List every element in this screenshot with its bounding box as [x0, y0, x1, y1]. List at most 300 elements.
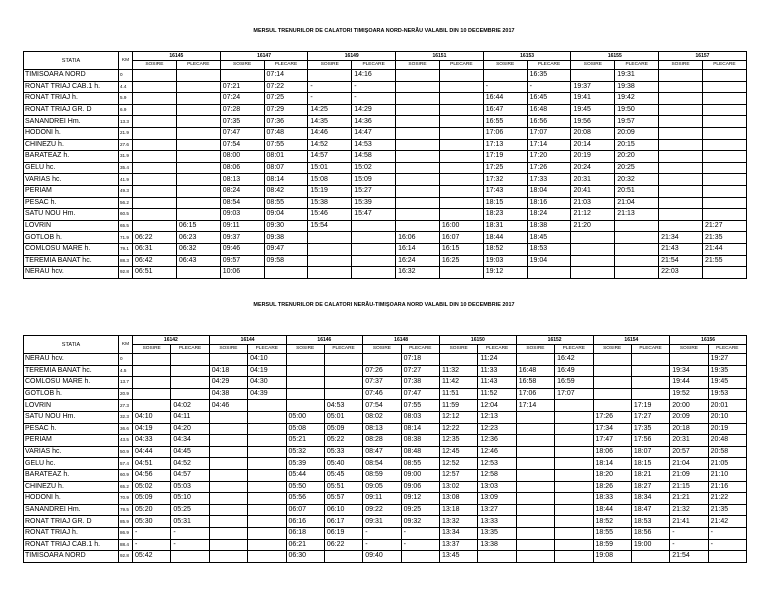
arrival-time: 04:44	[133, 446, 171, 458]
departure-time	[352, 255, 396, 267]
departure-time: 17:14	[527, 139, 571, 151]
km-value: 88.4	[119, 539, 133, 551]
departure-time: 16:48	[527, 104, 571, 116]
km-value: 4.5	[119, 365, 133, 377]
arrival-time: 05:00	[286, 411, 324, 423]
departure-time	[324, 354, 362, 366]
arrival-header: SOSIRE	[209, 345, 247, 354]
departure-time: 17:33	[527, 174, 571, 186]
arrival-time	[659, 139, 703, 151]
arrival-time: 13:08	[440, 493, 478, 505]
arrival-time	[659, 220, 703, 232]
departure-time	[555, 539, 593, 551]
arrival-time: 04:33	[133, 435, 171, 447]
km-value: 13.3	[119, 116, 133, 128]
arrival-time	[516, 435, 554, 447]
arrival-time: 08:02	[363, 411, 401, 423]
departure-time	[248, 527, 286, 539]
station-name: RONAT TRIAJ h.	[24, 527, 119, 539]
train-number: 16150	[440, 336, 517, 345]
departure-time: 12:13	[478, 411, 516, 423]
km-value: 31.9	[119, 151, 133, 163]
arrival-time: 05:21	[286, 435, 324, 447]
arrival-time: 09:31	[363, 516, 401, 528]
departure-time	[439, 93, 483, 105]
km-value: 71.9	[119, 232, 133, 244]
departure-time: -	[401, 527, 439, 539]
table-row	[24, 446, 747, 458]
departure-time	[176, 81, 220, 93]
km-value: 41.9	[119, 174, 133, 186]
station-name: VARIAS hc.	[24, 446, 119, 458]
departure-time: 14:29	[352, 104, 396, 116]
arrival-time	[209, 469, 247, 481]
table-row	[24, 377, 747, 389]
arrival-time: 21:20	[571, 220, 615, 232]
arrival-header: SOSIRE	[440, 345, 478, 354]
departure-time	[555, 400, 593, 412]
departure-time	[527, 267, 571, 279]
departure-time: 21:42	[708, 516, 746, 528]
departure-time	[702, 162, 746, 174]
table-row	[24, 209, 747, 221]
departure-time	[615, 255, 659, 267]
arrival-time	[396, 93, 440, 105]
arrival-time: 07:28	[220, 104, 264, 116]
train-number: 16142	[133, 336, 210, 345]
table-row	[24, 232, 747, 244]
departure-time: 11:33	[478, 365, 516, 377]
arrival-time: 06:16	[286, 516, 324, 528]
departure-time	[324, 377, 362, 389]
arrival-time: 19:52	[670, 388, 708, 400]
arrival-time	[396, 81, 440, 93]
departure-time	[631, 388, 669, 400]
departure-header: PLECARE	[702, 61, 746, 70]
arrival-time: 20:09	[670, 411, 708, 423]
departure-time	[631, 365, 669, 377]
km-value: 27.3	[119, 400, 133, 412]
departure-time: 04:57	[171, 469, 209, 481]
arrival-time: 04:19	[133, 423, 171, 435]
arrival-time: 13:37	[440, 539, 478, 551]
departure-time	[555, 469, 593, 481]
arrival-time: -	[308, 81, 352, 93]
departure-time: 04:02	[171, 400, 209, 412]
departure-time: 21:44	[702, 243, 746, 255]
km-value: 6.9	[119, 104, 133, 116]
departure-time	[352, 243, 396, 255]
station-name: SATU NOU Hm.	[24, 411, 119, 423]
train-number: 16146	[286, 336, 363, 345]
arrival-time: 16:32	[396, 267, 440, 279]
station-name: PERIAM	[24, 185, 119, 197]
arrival-time: 07:54	[363, 400, 401, 412]
arrival-time: -	[363, 527, 401, 539]
arrival-time: 17:14	[516, 400, 554, 412]
departure-time: 13:38	[478, 539, 516, 551]
departure-time: -	[352, 93, 396, 105]
departure-time: 04:30	[248, 377, 286, 389]
arrival-time	[209, 411, 247, 423]
departure-time	[248, 423, 286, 435]
arrival-time: 04:38	[209, 388, 247, 400]
departure-time: 18:27	[631, 481, 669, 493]
km-value: 92.8	[119, 267, 133, 279]
departure-time	[324, 551, 362, 563]
departure-time: 04:10	[248, 354, 286, 366]
departure-time	[702, 104, 746, 116]
arrival-time	[516, 423, 554, 435]
arrival-time	[396, 174, 440, 186]
arrival-time: 06:31	[133, 243, 177, 255]
train-number: 16145	[133, 52, 221, 61]
arrival-time: 08:59	[363, 469, 401, 481]
arrival-time	[133, 127, 177, 139]
departure-time: 09:04	[264, 209, 308, 221]
arrival-time: 11:32	[440, 365, 478, 377]
table-row	[24, 151, 747, 163]
departure-time: 07:47	[401, 388, 439, 400]
arrival-time	[308, 232, 352, 244]
arrival-time: 13:18	[440, 504, 478, 516]
departure-time	[555, 423, 593, 435]
arrival-time	[516, 458, 554, 470]
km-value: 36.6	[119, 423, 133, 435]
arrival-header: SOSIRE	[133, 345, 171, 354]
departure-time	[439, 127, 483, 139]
arrival-time: 15:38	[308, 197, 352, 209]
departure-time: 09:30	[264, 220, 308, 232]
departure-time	[248, 469, 286, 481]
departure-time: 05:01	[324, 411, 362, 423]
arrival-time	[286, 365, 324, 377]
arrival-header: SOSIRE	[396, 61, 440, 70]
arrival-time	[516, 493, 554, 505]
departure-time: 09:32	[401, 516, 439, 528]
arrival-header: SOSIRE	[571, 61, 615, 70]
arrival-time: 21:41	[670, 516, 708, 528]
arrival-time: 11:42	[440, 377, 478, 389]
arrival-time: 04:18	[209, 365, 247, 377]
departure-time: 20:58	[708, 446, 746, 458]
departure-time	[615, 267, 659, 279]
station-name: RONAT TRIAJ h.	[24, 93, 119, 105]
arrival-time	[659, 127, 703, 139]
departure-time: 18:04	[527, 185, 571, 197]
departure-time: 13:03	[478, 481, 516, 493]
departure-time: -	[352, 81, 396, 93]
departure-time	[176, 104, 220, 116]
arrival-time: 21:09	[670, 469, 708, 481]
departure-time	[631, 354, 669, 366]
departure-header: PLECARE	[176, 61, 220, 70]
departure-time	[439, 104, 483, 116]
arrival-time	[133, 151, 177, 163]
departure-time	[176, 267, 220, 279]
departure-header: PLECARE	[171, 345, 209, 354]
departure-time: 08:38	[401, 435, 439, 447]
table-row	[24, 185, 747, 197]
departure-time: 18:24	[527, 209, 571, 221]
departure-time	[176, 162, 220, 174]
departure-time: 11:52	[478, 388, 516, 400]
departure-time: 18:34	[631, 493, 669, 505]
arrival-time: 19:03	[483, 255, 527, 267]
departure-time: 05:45	[324, 469, 362, 481]
km-value: 27.6	[119, 139, 133, 151]
departure-time: 08:14	[264, 174, 308, 186]
arrival-header: SOSIRE	[593, 345, 631, 354]
departure-time	[352, 220, 396, 232]
departure-time: 21:35	[708, 504, 746, 516]
arrival-time: 07:47	[220, 127, 264, 139]
arrival-time: 20:31	[571, 174, 615, 186]
table-row	[24, 139, 747, 151]
departure-time: 16:56	[527, 116, 571, 128]
departure-time	[352, 232, 396, 244]
departure-time: 18:16	[527, 197, 571, 209]
arrival-time: 14:52	[308, 139, 352, 151]
arrival-time: 17:06	[516, 388, 554, 400]
departure-time: 06:43	[176, 255, 220, 267]
table-row	[24, 435, 747, 447]
arrival-time: 17:32	[483, 174, 527, 186]
arrival-time: 19:12	[483, 267, 527, 279]
arrival-time: 22:03	[659, 267, 703, 279]
departure-time: 17:27	[631, 411, 669, 423]
arrival-time	[209, 435, 247, 447]
departure-time: 06:15	[176, 220, 220, 232]
arrival-time	[396, 104, 440, 116]
arrival-time: 13:45	[440, 551, 478, 563]
arrival-time: 17:13	[483, 139, 527, 151]
arrival-time: 17:06	[483, 127, 527, 139]
arrival-time: 18:52	[593, 516, 631, 528]
arrival-time	[133, 185, 177, 197]
arrival-time	[396, 185, 440, 197]
arrival-time	[516, 551, 554, 563]
arrival-time: 09:03	[220, 209, 264, 221]
header-row-trains	[24, 52, 747, 61]
station-name: BARATEAZ h.	[24, 151, 119, 163]
departure-time: 17:20	[527, 151, 571, 163]
arrival-time: 21:43	[659, 243, 703, 255]
table-row	[24, 70, 747, 82]
departure-time	[555, 493, 593, 505]
arrival-time: 19:34	[670, 365, 708, 377]
departure-time: 14:36	[352, 116, 396, 128]
departure-time: 07:55	[401, 400, 439, 412]
table-row	[24, 93, 747, 105]
table-row	[24, 411, 747, 423]
departure-time	[248, 493, 286, 505]
arrival-time	[516, 469, 554, 481]
departure-time	[248, 504, 286, 516]
arrival-time	[209, 493, 247, 505]
arrival-header: SOSIRE	[133, 61, 177, 70]
arrival-time: 13:02	[440, 481, 478, 493]
station-name: VARIAS hc.	[24, 174, 119, 186]
arrival-time	[659, 151, 703, 163]
arrival-time	[659, 116, 703, 128]
departure-time: 08:01	[264, 151, 308, 163]
arrival-time	[571, 255, 615, 267]
arrival-time: -	[308, 93, 352, 105]
departure-header: PLECARE	[527, 61, 571, 70]
arrival-time: 18:31	[483, 220, 527, 232]
departure-time	[555, 504, 593, 516]
arrival-time: 20:18	[670, 423, 708, 435]
arrival-time: 15:54	[308, 220, 352, 232]
departure-header: PLECARE	[615, 61, 659, 70]
table-row	[24, 516, 747, 528]
arrival-time: 04:10	[133, 411, 171, 423]
departure-time	[176, 70, 220, 82]
departure-time: 20:48	[708, 435, 746, 447]
station-name: RONAT TRIAJ GR. D	[24, 516, 119, 528]
arrival-time	[286, 400, 324, 412]
station-name: CHINEZU h.	[24, 481, 119, 493]
departure-header: PLECARE	[264, 61, 308, 70]
departure-time: 18:07	[631, 446, 669, 458]
departure-time: -	[527, 81, 571, 93]
departure-time: 16:35	[527, 70, 571, 82]
departure-time: 07:27	[401, 365, 439, 377]
arrival-time: 04:51	[133, 458, 171, 470]
arrival-time	[209, 423, 247, 435]
departure-time	[401, 551, 439, 563]
arrival-time	[670, 354, 708, 366]
km-value: 0	[119, 354, 133, 366]
station-name: GOTLOB h.	[24, 388, 119, 400]
departure-time: 13:27	[478, 504, 516, 516]
departure-time: 18:21	[631, 469, 669, 481]
arrival-time	[209, 504, 247, 516]
station-name: SANANDREI Hm.	[24, 116, 119, 128]
departure-time: 16:15	[439, 243, 483, 255]
departure-time	[702, 267, 746, 279]
departure-time: 20:10	[708, 411, 746, 423]
departure-time: -	[708, 527, 746, 539]
table-row	[24, 458, 747, 470]
station-name: RONAT TRIAJ GR. D	[24, 104, 119, 116]
departure-time	[555, 516, 593, 528]
departure-time	[478, 551, 516, 563]
departure-time	[631, 551, 669, 563]
station-name: PERIAM	[24, 435, 119, 447]
arrival-time: 16:48	[516, 365, 554, 377]
arrival-time: 13:34	[440, 527, 478, 539]
km-value: 0	[119, 70, 133, 82]
departure-time: 11:24	[478, 354, 516, 366]
table-row	[24, 243, 747, 255]
departure-time: 07:36	[264, 116, 308, 128]
station-name: CHINEZU h.	[24, 139, 119, 151]
departure-time: 15:27	[352, 185, 396, 197]
arrival-time: 07:21	[220, 81, 264, 93]
departure-time: 07:14	[264, 70, 308, 82]
arrival-time	[133, 400, 171, 412]
station-name: PESAC h.	[24, 423, 119, 435]
departure-time: 08:55	[401, 458, 439, 470]
departure-time: 19:50	[615, 104, 659, 116]
departure-time	[248, 400, 286, 412]
arrival-time	[659, 197, 703, 209]
departure-time: 05:25	[171, 504, 209, 516]
departure-time: 17:07	[527, 127, 571, 139]
arrival-time: 14:46	[308, 127, 352, 139]
km-value: 43.5	[119, 435, 133, 447]
arrival-time	[209, 539, 247, 551]
arrival-time: 08:54	[220, 197, 264, 209]
arrival-time: 05:09	[133, 493, 171, 505]
arrival-time	[286, 388, 324, 400]
arrival-time	[133, 377, 171, 389]
departure-time: 20:25	[615, 162, 659, 174]
departure-time: 19:38	[615, 81, 659, 93]
departure-time	[439, 81, 483, 93]
departure-time	[176, 174, 220, 186]
km-column-header: KM	[119, 336, 133, 354]
km-value: 20.9	[119, 388, 133, 400]
train-number: 16153	[483, 52, 571, 61]
departure-time: 19:00	[631, 539, 669, 551]
station-column-header: STATIA	[24, 336, 119, 354]
arrival-time: 17:26	[593, 411, 631, 423]
departure-time: 12:58	[478, 469, 516, 481]
arrival-time	[516, 481, 554, 493]
arrival-time	[516, 527, 554, 539]
departure-time: 07:55	[264, 139, 308, 151]
arrival-time: 06:07	[286, 504, 324, 516]
arrival-time	[593, 400, 631, 412]
arrival-time	[516, 504, 554, 516]
departure-time: 09:00	[401, 469, 439, 481]
arrival-time: -	[670, 539, 708, 551]
table-row	[24, 255, 747, 267]
arrival-time: 16:58	[516, 377, 554, 389]
arrival-time: 08:54	[363, 458, 401, 470]
km-value: 49.3	[119, 185, 133, 197]
arrival-time: -	[133, 539, 171, 551]
departure-time	[176, 197, 220, 209]
table-row	[24, 220, 747, 232]
arrival-time: 18:44	[593, 504, 631, 516]
departure-header: PLECARE	[352, 61, 396, 70]
km-value: 88.3	[119, 255, 133, 267]
departure-time: 20:20	[615, 151, 659, 163]
departure-time: 16:42	[555, 354, 593, 366]
departure-time: 06:32	[176, 243, 220, 255]
departure-header: PLECARE	[248, 345, 286, 354]
departure-time: 08:55	[264, 197, 308, 209]
train-number: 16149	[308, 52, 396, 61]
arrival-time: 13:32	[440, 516, 478, 528]
arrival-time: 18:52	[483, 243, 527, 255]
header-row-arr-dep	[24, 345, 747, 354]
departure-time	[702, 197, 746, 209]
arrival-time: 09:46	[220, 243, 264, 255]
train-number: 16148	[363, 336, 440, 345]
departure-time: 18:38	[527, 220, 571, 232]
arrival-time	[133, 93, 177, 105]
arrival-time: 20:57	[670, 446, 708, 458]
departure-time	[555, 411, 593, 423]
arrival-time: 18:55	[593, 527, 631, 539]
departure-time: 09:25	[401, 504, 439, 516]
arrival-time: 04:56	[133, 469, 171, 481]
